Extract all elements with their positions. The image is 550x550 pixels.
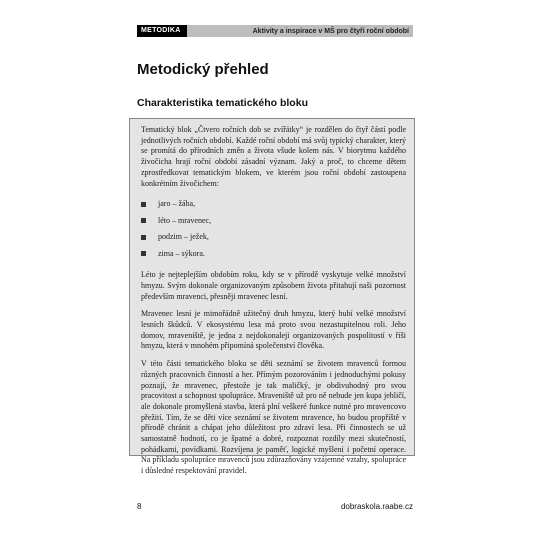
section-title: Charakteristika tematického bloku: [137, 97, 308, 109]
list-item: [141, 246, 406, 263]
intro-paragraph: Tematický blok „Čtvero ročních dob se zvířátky“ je rozdělen do čtyř částí podle jednotlivých ročních období. Každé roční období má svůj typický charakter, který se promítá do přírodních změn a života všude kolem nás. V biorytmu každého živočicha hrají roční období zásadní význam. Jaký a proč, to chceme dětem zprostředkovat tematickým blokem, ve kterém jsou roční období zastoupena konkrétním živočichem:: [141, 125, 406, 188]
square-bullet-icon: [141, 202, 146, 207]
ant-paragraph: Mravenec lesní je mimořádně užitečný druh hmyzu, který hubí velké množství lesních škůdců. V ekosystému lesa má proto svou nezastupitelnou roli. Jeho domov, mraveniště, je jedna z nejdokonaleji organizovaných pospolitostí v říši hmyzu, která v mnohém připomíná společenství člověka.: [141, 309, 406, 351]
list-item-text: jaro – žába,: [158, 199, 196, 209]
list-item: [141, 213, 406, 230]
list-item-text: zima – sýkora.: [158, 248, 205, 258]
square-bullet-icon: [141, 235, 146, 240]
list-item: [141, 196, 406, 213]
summer-paragraph: Léto je nejteplejším obdobím roku, kdy se v přírodě vyskytuje velké množství hmyzu. Svým dokonale organizovaným způsobem života přitahují naši pozornost především mravenci, přesněji mravenec lesní.: [141, 270, 406, 301]
square-bullet-icon: [141, 218, 146, 223]
page-title: Metodický přehled: [137, 61, 269, 78]
square-bullet-icon: [141, 251, 146, 256]
list-item: [141, 229, 406, 246]
season-list: [141, 196, 406, 262]
content-box: [129, 118, 415, 476]
running-header: [137, 25, 413, 37]
page-number: 8: [137, 502, 142, 511]
footer-url[interactable]: dobraskola.raabe.cz: [340, 502, 413, 511]
list-item-text: podzim – ježek,: [158, 232, 209, 242]
activities-paragraph: V této části tematického bloku se děti seznámí se životem mravenců formou různých pracovních činností a her. Přímým pozorováním i jednoduchými pokusy poznají, že mravenec, přestože je tak maličký, je obdivuhodný pro svou pracovitost a schopnost spolupráce. Mraveniště už pro ně nebude jen kupa jehličí, ale dokonale promyšlená stavba, která plní veškeré funkce nutné pro mravencovo přežití. Tím, že se děti více seznámí se životem mravence, ho budou propříště v přírodě chránit a chápat jeho důležitost pro zdraví lesa. Při činnostech se už samostatně hodnotí, co je špatné a dobré, rozpoznat rozdíly mezi skutečností, pohádkami, povídkami. Rozvíjena je paměť, logické myšlení i početní operace. Na příkladu spolupráce mravenců jsou zdůrazňovány vzájemné vztahy, spolupráce i důsledné respektování pravidel.: [141, 359, 406, 476]
header-section-label: METODIKA: [137, 25, 187, 37]
list-item-text: léto – mravenec,: [158, 215, 212, 225]
header-title: Aktivity a inspirace v MŠ pro čtyři roční období: [252, 27, 409, 35]
